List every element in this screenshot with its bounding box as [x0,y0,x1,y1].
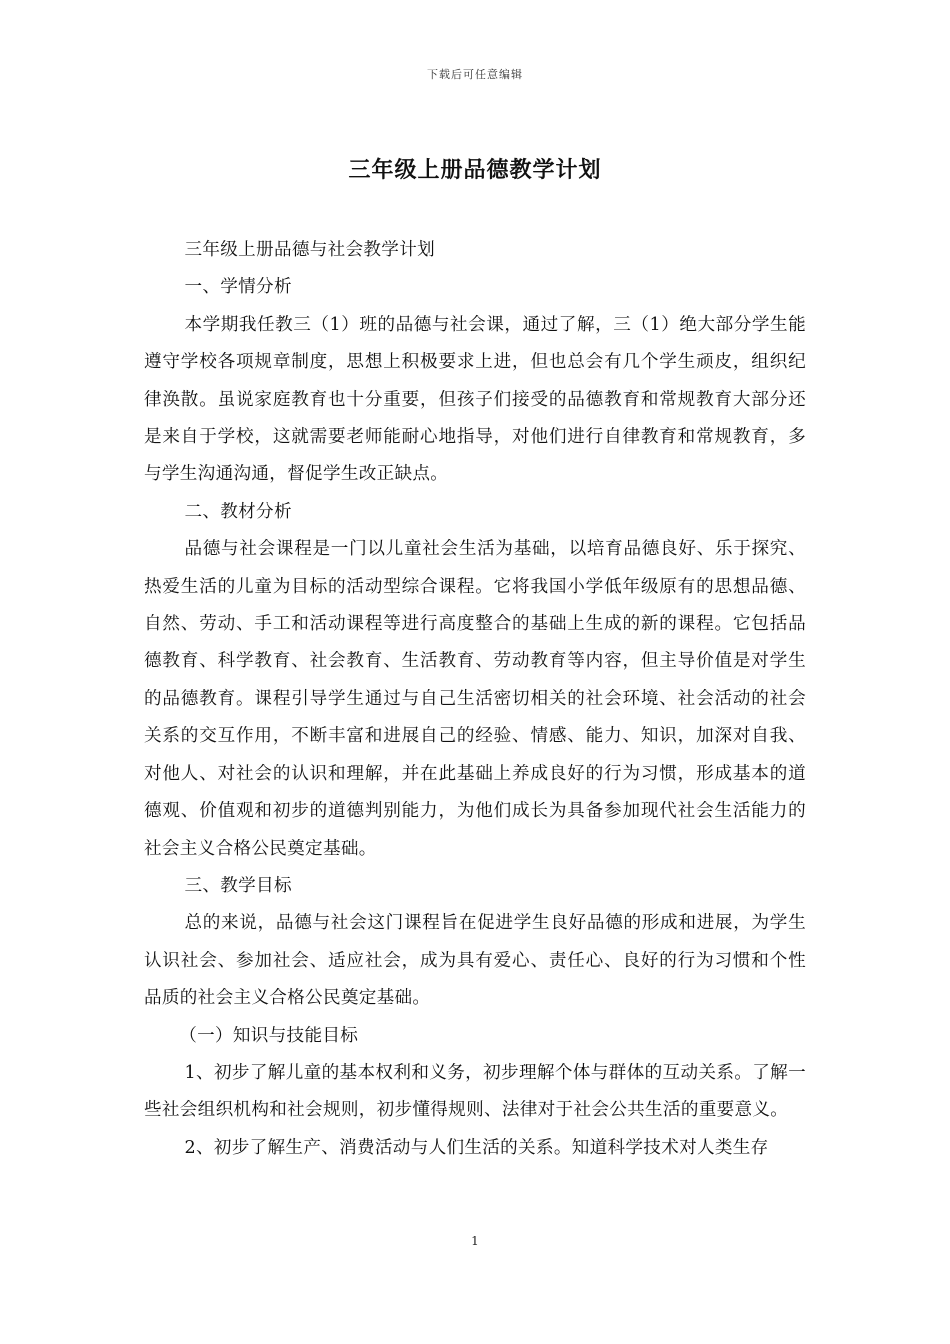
goal-item-1: 1、初步了解儿童的基本权利和义务，初步理解个体与群体的互动关系。了解一些社会组织机构和社会规则，初步懂得规则、法律对于社会公共生活的重要意义。 [144,1062,806,1121]
textbook-analysis-paragraph: 品德与社会课程是一门以儿童社会生活为基础，以培育品德良好、乐于探究、热爱生活的儿童为目标的活动型综合课程。它将我国小学低年级原有的思想品德、自然、劳动、手工和活动课程等进行高度整合的基础上生成的新的课程。它包括品德教育、科学教育、社会教育、生活教育、劳动教育等内容，但主导价值是对学生的品德教育。课程引导学生通过与自己生活密切相关的社会环境、社会活动的社会关系的交互作用，不断丰富和进展自己的经验、情感、能力、知识，加深对自我、对他人、对社会的认识和理解，并在此基础上养成良好的行为习惯，形成基本的道德观、价值观和初步的道德判别能力，为他们成长为具备参加现代社会生活能力的社会主义合格公民奠定基础。 [144,539,806,859]
section-heading-teaching-goals: 三、教学目标 [184,875,292,896]
page-header-note: 下载后可任意编辑 [427,68,523,81]
page-number: 1 [471,1234,479,1248]
subsection-heading-knowledge-skills: （一）知识与技能目标 [179,1025,359,1046]
document-body [144,232,806,1167]
student-analysis-paragraph: 本学期我任教三（1）班的品德与社会课，通过了解，三（1）绝大部分学生能遵守学校各项规章制度，思想上积极要求上进，但也总会有几个学生顽皮，组织纪律涣散。虽说家庭教育也十分重要，但孩子们接受的品德教育和常规教育大部分还是来自于学校，这就需要老师能耐心地指导，对他们进行自律教育和常规教育，多与学生沟通沟通，督促学生改正缺点。 [144,314,806,485]
section-heading-student-analysis: 一、学情分析 [184,277,292,298]
section-heading-textbook-analysis: 二、教材分析 [184,501,292,522]
subtitle-paragraph: 三年级上册品德与社会教学计划 [184,240,435,260]
goal-item-2: 2、初步了解生产、消费活动与人们生活的关系。知道科学技术对人类生存 [184,1137,769,1158]
document-title: 三年级上册品德教学计划 [348,157,602,183]
teaching-goals-paragraph: 总的来说，品德与社会这门课程旨在促进学生良好品德的形成和进展，为学生认识社会、参加社会、适应社会，成为具有爱心、责任心、良好的行为习惯和个性品质的社会主义合格公民奠定基础。 [144,913,806,1009]
